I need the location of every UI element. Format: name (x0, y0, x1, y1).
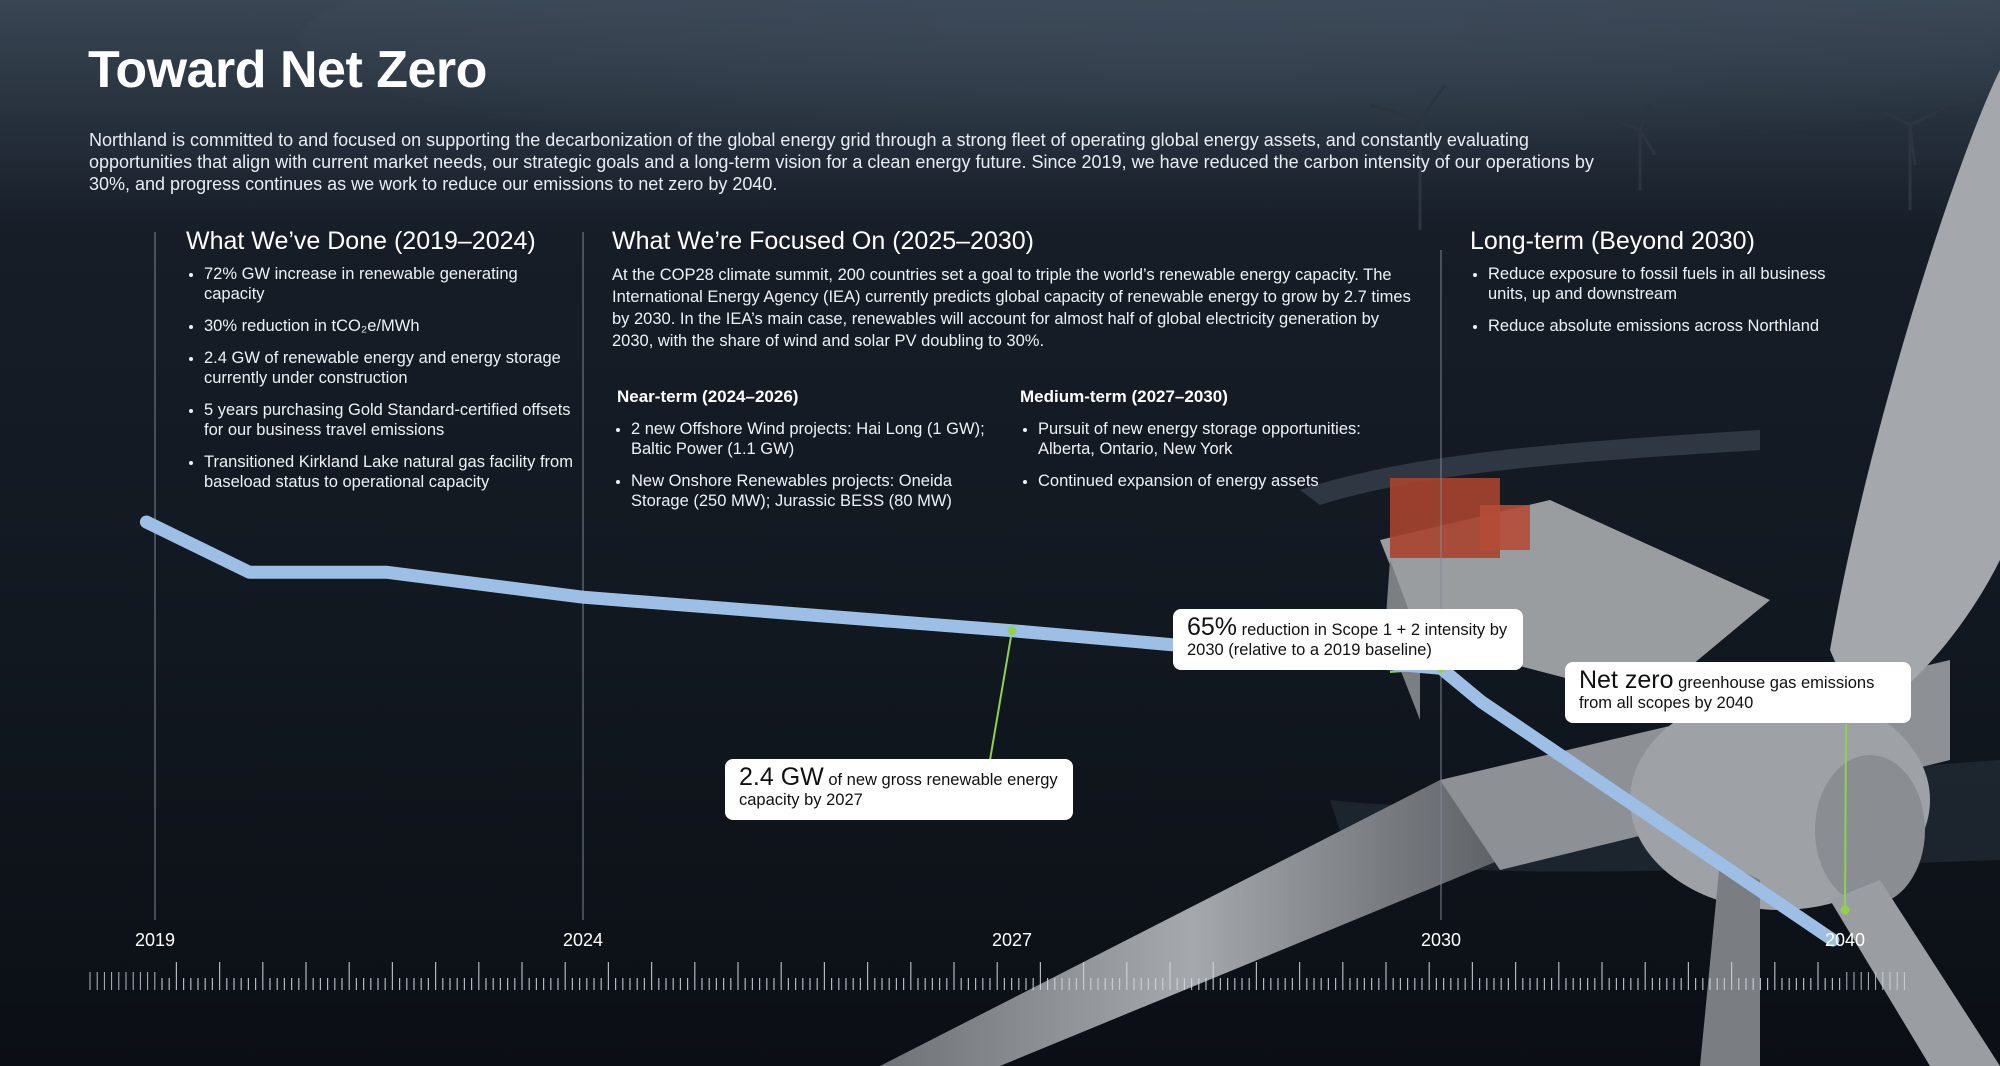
done-item: • 30% reduction in tCO₂e/MWh (204, 316, 576, 336)
intro-paragraph: Northland is committed to and focused on supporting the decarbonization of the global energy grid through a strong fleet of operating global energy assets, and constantly evaluating opportunities that align with current market needs, our strategic goals and a long-term vision for a clean energy future. Since 2019, we have reduced the carbon intensity of our operations by 30%, and progress continues as we work to reduce our emissions to net zero by 2040. (89, 130, 1594, 194)
near-term-item: • New Onshore Renewables projects: Oneida Storage (250 MW); Jurassic BESS (80 MW) (631, 471, 997, 511)
callout-scope-value: 65% (1187, 613, 1238, 641)
year-label: 2030 (1420, 930, 1462, 950)
year-label: 2024 (562, 930, 604, 950)
milestone-dot (1841, 906, 1850, 915)
year-label: 2027 (991, 930, 1033, 950)
callout-gw-text: of new gross renewable energy capacity by 2027 (739, 771, 1058, 809)
longterm-heading: Long-term (Beyond 2030) (1470, 227, 1755, 255)
near-term-heading: Near-term (2024–2026) (617, 387, 799, 406)
callout-leader-line (990, 631, 1012, 760)
callout-leader-line (1845, 724, 1846, 910)
done-item: • 72% GW increase in renewable generating capacity (204, 264, 576, 304)
focused-heading: What We’re Focused On (2025–2030) (612, 227, 1034, 255)
callout-gw-value: 2.4 GW (739, 763, 824, 791)
focused-body: At the COP28 climate summit, 200 countries set a goal to triple the world’s renewable energy capacity. The International Energy Agency (IEA) currently predicts global capacity of renewable energy to grow by 2.7 times by 2030. In the IEA’s main case, renewables will account for almost half of global electricity generation by 2030, with the share of wind and solar PV doubling to 30%. (612, 266, 1411, 350)
done-heading: What We’ve Done (2019–2024) (186, 227, 536, 255)
longterm-item: • Reduce absolute emissions across Northland (1488, 316, 1860, 336)
callout-netzero-text: greenhouse gas emissions from all scopes by 2040 (1579, 674, 1875, 712)
trajectory-line (146, 522, 1833, 940)
callout-65-percent (1173, 609, 1523, 670)
done-item: • Transitioned Kirkland Lake natural gas facility from baseload status to operational capacity (204, 452, 576, 492)
done-item: • 2.4 GW of renewable energy and energy storage currently under construction (204, 348, 576, 388)
callout-net-zero (1565, 662, 1911, 723)
medium-term-item: • Continued expansion of energy assets (1038, 471, 1420, 491)
page-title: Toward Net Zero (88, 41, 487, 99)
callout-scope-text: reduction in Scope 1 + 2 intensity by 2030 (relative to a 2019 baseline) (1187, 621, 1508, 659)
longterm-item: • Reduce exposure to fossil fuels in all business units, up and downstream (1488, 264, 1860, 304)
done-item: • 5 years purchasing Gold Standard-certified offsets for our business travel emissions (204, 400, 576, 440)
callout-netzero-value: Net zero (1579, 666, 1674, 694)
callout-2-4-gw (725, 759, 1073, 820)
medium-term-heading: Medium-term (2027–2030) (1020, 387, 1228, 406)
medium-term-item: • Pursuit of new energy storage opportunities: Alberta, Ontario, New York (1038, 419, 1420, 459)
year-label: 2019 (134, 930, 176, 950)
milestone-dot (1008, 626, 1017, 635)
near-term-item: • 2 new Offshore Wind projects: Hai Long (1 GW); Baltic Power (1.1 GW) (631, 419, 997, 459)
year-label: 2040 (1824, 930, 1866, 950)
